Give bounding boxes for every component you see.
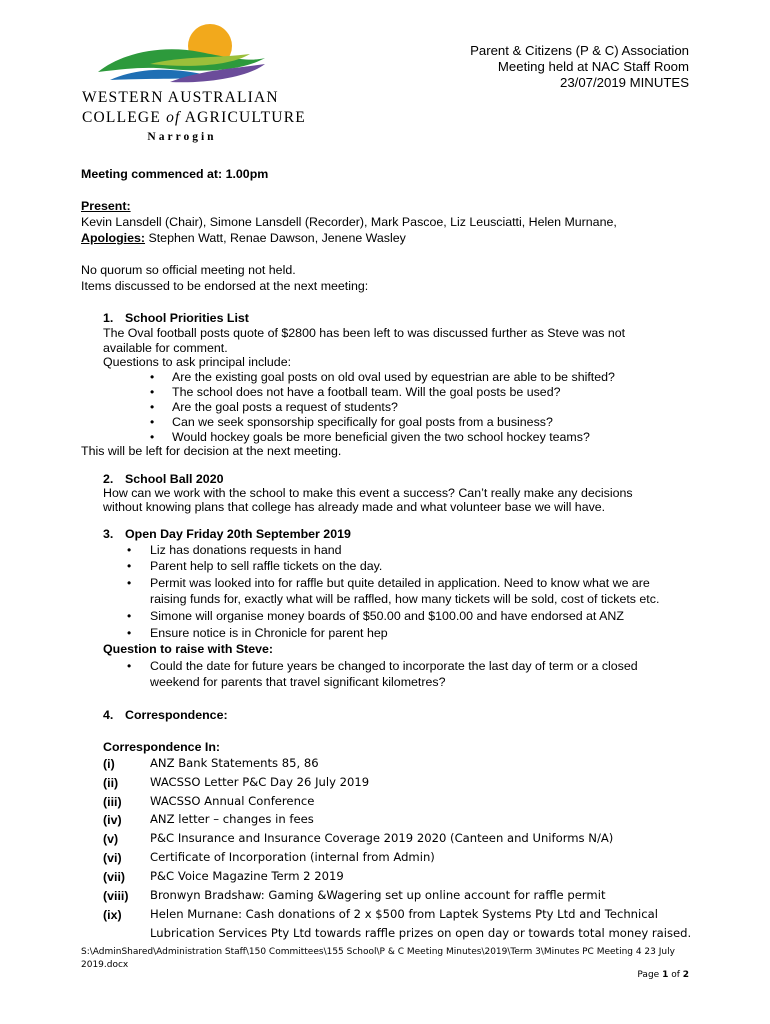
item-number: (ix): [103, 908, 122, 922]
correspondence-item-cont: Lubrication Services Pty Ltd towards raffle prizes on open day or towards total money raised.: [150, 926, 692, 940]
item-number: (ii): [103, 776, 119, 790]
footer-path-cont: 2019.docx: [81, 960, 129, 970]
page-number: Page 1 of 2: [637, 970, 689, 980]
header-line3: 23/07/2019 MINUTES: [559, 75, 689, 90]
question-bullet-cont: weekend for parents that travel significant kilometres?: [150, 675, 446, 689]
correspondence-item: P&C Voice Magazine Term 2 2019: [150, 869, 344, 883]
logo-text-line1: WESTERN AUSTRALIAN: [82, 89, 279, 106]
bullet-icon: •: [127, 559, 132, 573]
section1-bullet: Can we seek sponsorship specifically for goal posts from a business?: [172, 415, 553, 429]
section1-number: 1.: [103, 311, 114, 325]
section1-title: School Priorities List: [125, 311, 249, 325]
section2-para2: without knowing plans that college has already made and what volunteer base we will have.: [103, 500, 606, 514]
item-number: (v): [103, 832, 119, 846]
section1-para2: available for comment.: [103, 341, 228, 355]
section4-number: 4.: [103, 708, 114, 722]
section4-title: Correspondence:: [125, 708, 228, 722]
header-line1: Parent & Citizens (P & C) Association: [470, 43, 689, 58]
section1-bullet: Would hockey goals be more beneficial given the two school hockey teams?: [172, 430, 590, 444]
item-number: (vii): [103, 870, 126, 884]
correspondence-item: ANZ letter – changes in fees: [150, 812, 314, 826]
question-title: Question to raise with Steve:: [103, 642, 274, 656]
bullet-icon: •: [127, 543, 132, 557]
correspondence-in-title: Correspondence In:: [103, 740, 221, 754]
section3-bullet: Parent help to sell raffle tickets on the day.: [150, 559, 383, 573]
section1-bullet: Are the goal posts a request of students?: [172, 400, 398, 414]
bullet-icon: •: [127, 626, 132, 640]
apologies-label: Apologies:: [81, 231, 146, 245]
correspondence-item: WACSSO Letter P&C Day 26 July 2019: [150, 775, 370, 789]
section1-para1: The Oval football posts quote of $2800 has been left to was discussed further as Steve was not: [103, 326, 626, 340]
item-number: (vi): [103, 851, 122, 865]
apologies-line: Apologies: Stephen Watt, Renae Dawson, Jenene Wasley: [81, 231, 406, 245]
bullet-icon: •: [150, 385, 155, 399]
section3-bullet: Liz has donations requests in hand: [150, 543, 342, 557]
section2-number: 2.: [103, 472, 114, 486]
logo-text-line2: COLLEGE of AGRICULTURE: [82, 109, 306, 126]
correspondence-item: Helen Murnane: Cash donations of 2 x $500 from Laptek Systems Pty Ltd and Technical: [150, 907, 658, 921]
section1-para3: Questions to ask principal include:: [103, 355, 292, 369]
correspondence-item: WACSSO Annual Conference: [150, 794, 315, 808]
present-names: Kevin Lansdell (Chair), Simone Lansdell (Recorder), Mark Pascoe, Liz Leusciatti, Helen Murnane,: [81, 215, 617, 229]
item-number: (i): [103, 757, 115, 771]
item-number: (viii): [103, 889, 129, 903]
bullet-icon: •: [150, 415, 155, 429]
section3-bullet-cont: raising funds for, exactly what will be raffled, how many tickets will be sold, cost of tickets etc.: [150, 592, 660, 606]
question-bullet: Could the date for future years be changed to incorporate the last day of term or a closed: [150, 659, 638, 673]
bullet-icon: •: [150, 370, 155, 384]
header-line2: Meeting held at NAC Staff Room: [497, 59, 689, 74]
item-number: (iii): [103, 795, 122, 809]
logo-text-line3: Narrogin: [147, 131, 217, 143]
section3-bullet: Ensure notice is in Chronicle for parent hep: [150, 626, 388, 640]
correspondence-item: ANZ Bank Statements 85, 86: [150, 756, 319, 770]
bullet-icon: •: [127, 576, 132, 590]
section3-number: 3.: [103, 527, 114, 541]
quorum-line2: Items discussed to be endorsed at the next meeting:: [81, 279, 369, 293]
present-label: Present:: [81, 199, 131, 213]
correspondence-item: Bronwyn Bradshaw: Gaming &Wagering set up online account for raffle permit: [150, 888, 606, 902]
section3-title: Open Day Friday 20th September 2019: [125, 527, 351, 541]
correspondence-item: P&C Insurance and Insurance Coverage 2019 2020 (Canteen and Uniforms N/A): [150, 831, 614, 845]
bullet-icon: •: [150, 400, 155, 414]
bullet-icon: •: [150, 430, 155, 444]
section1-bullet: Are the existing goal posts on old oval used by equestrian are able to be shifted?: [172, 370, 615, 384]
quorum-line1: No quorum so official meeting not held.: [81, 263, 296, 277]
section3-bullet: Permit was looked into for raffle but quite detailed in application. Need to know what we are: [150, 576, 650, 590]
section3-bullet: Simone will organise money boards of $50.00 and $100.00 and have endorsed at ANZ: [150, 609, 624, 623]
section2-title: School Ball 2020: [125, 472, 224, 486]
meeting-commenced: Meeting commenced at: 1.00pm: [81, 167, 269, 181]
correspondence-item: Certificate of Incorporation (internal from Admin): [150, 850, 435, 864]
item-number: (iv): [103, 813, 122, 827]
bullet-icon: •: [127, 609, 132, 623]
bullet-icon: •: [127, 659, 132, 673]
section1-bullet: The school does not have a football team. Will the goal posts be used?: [172, 385, 561, 399]
section2-para1: How can we work with the school to make this event a success? Can’t really make any decisions: [103, 486, 633, 500]
footer-path: S:\AdminShared\Administration Staff\150 Committees\155 School\P & C Meeting Minutes\2019\Term 3\Minutes PC Meeting 4 23 July: [81, 947, 675, 957]
section1-closing: This will be left for decision at the next meeting.: [81, 444, 342, 458]
